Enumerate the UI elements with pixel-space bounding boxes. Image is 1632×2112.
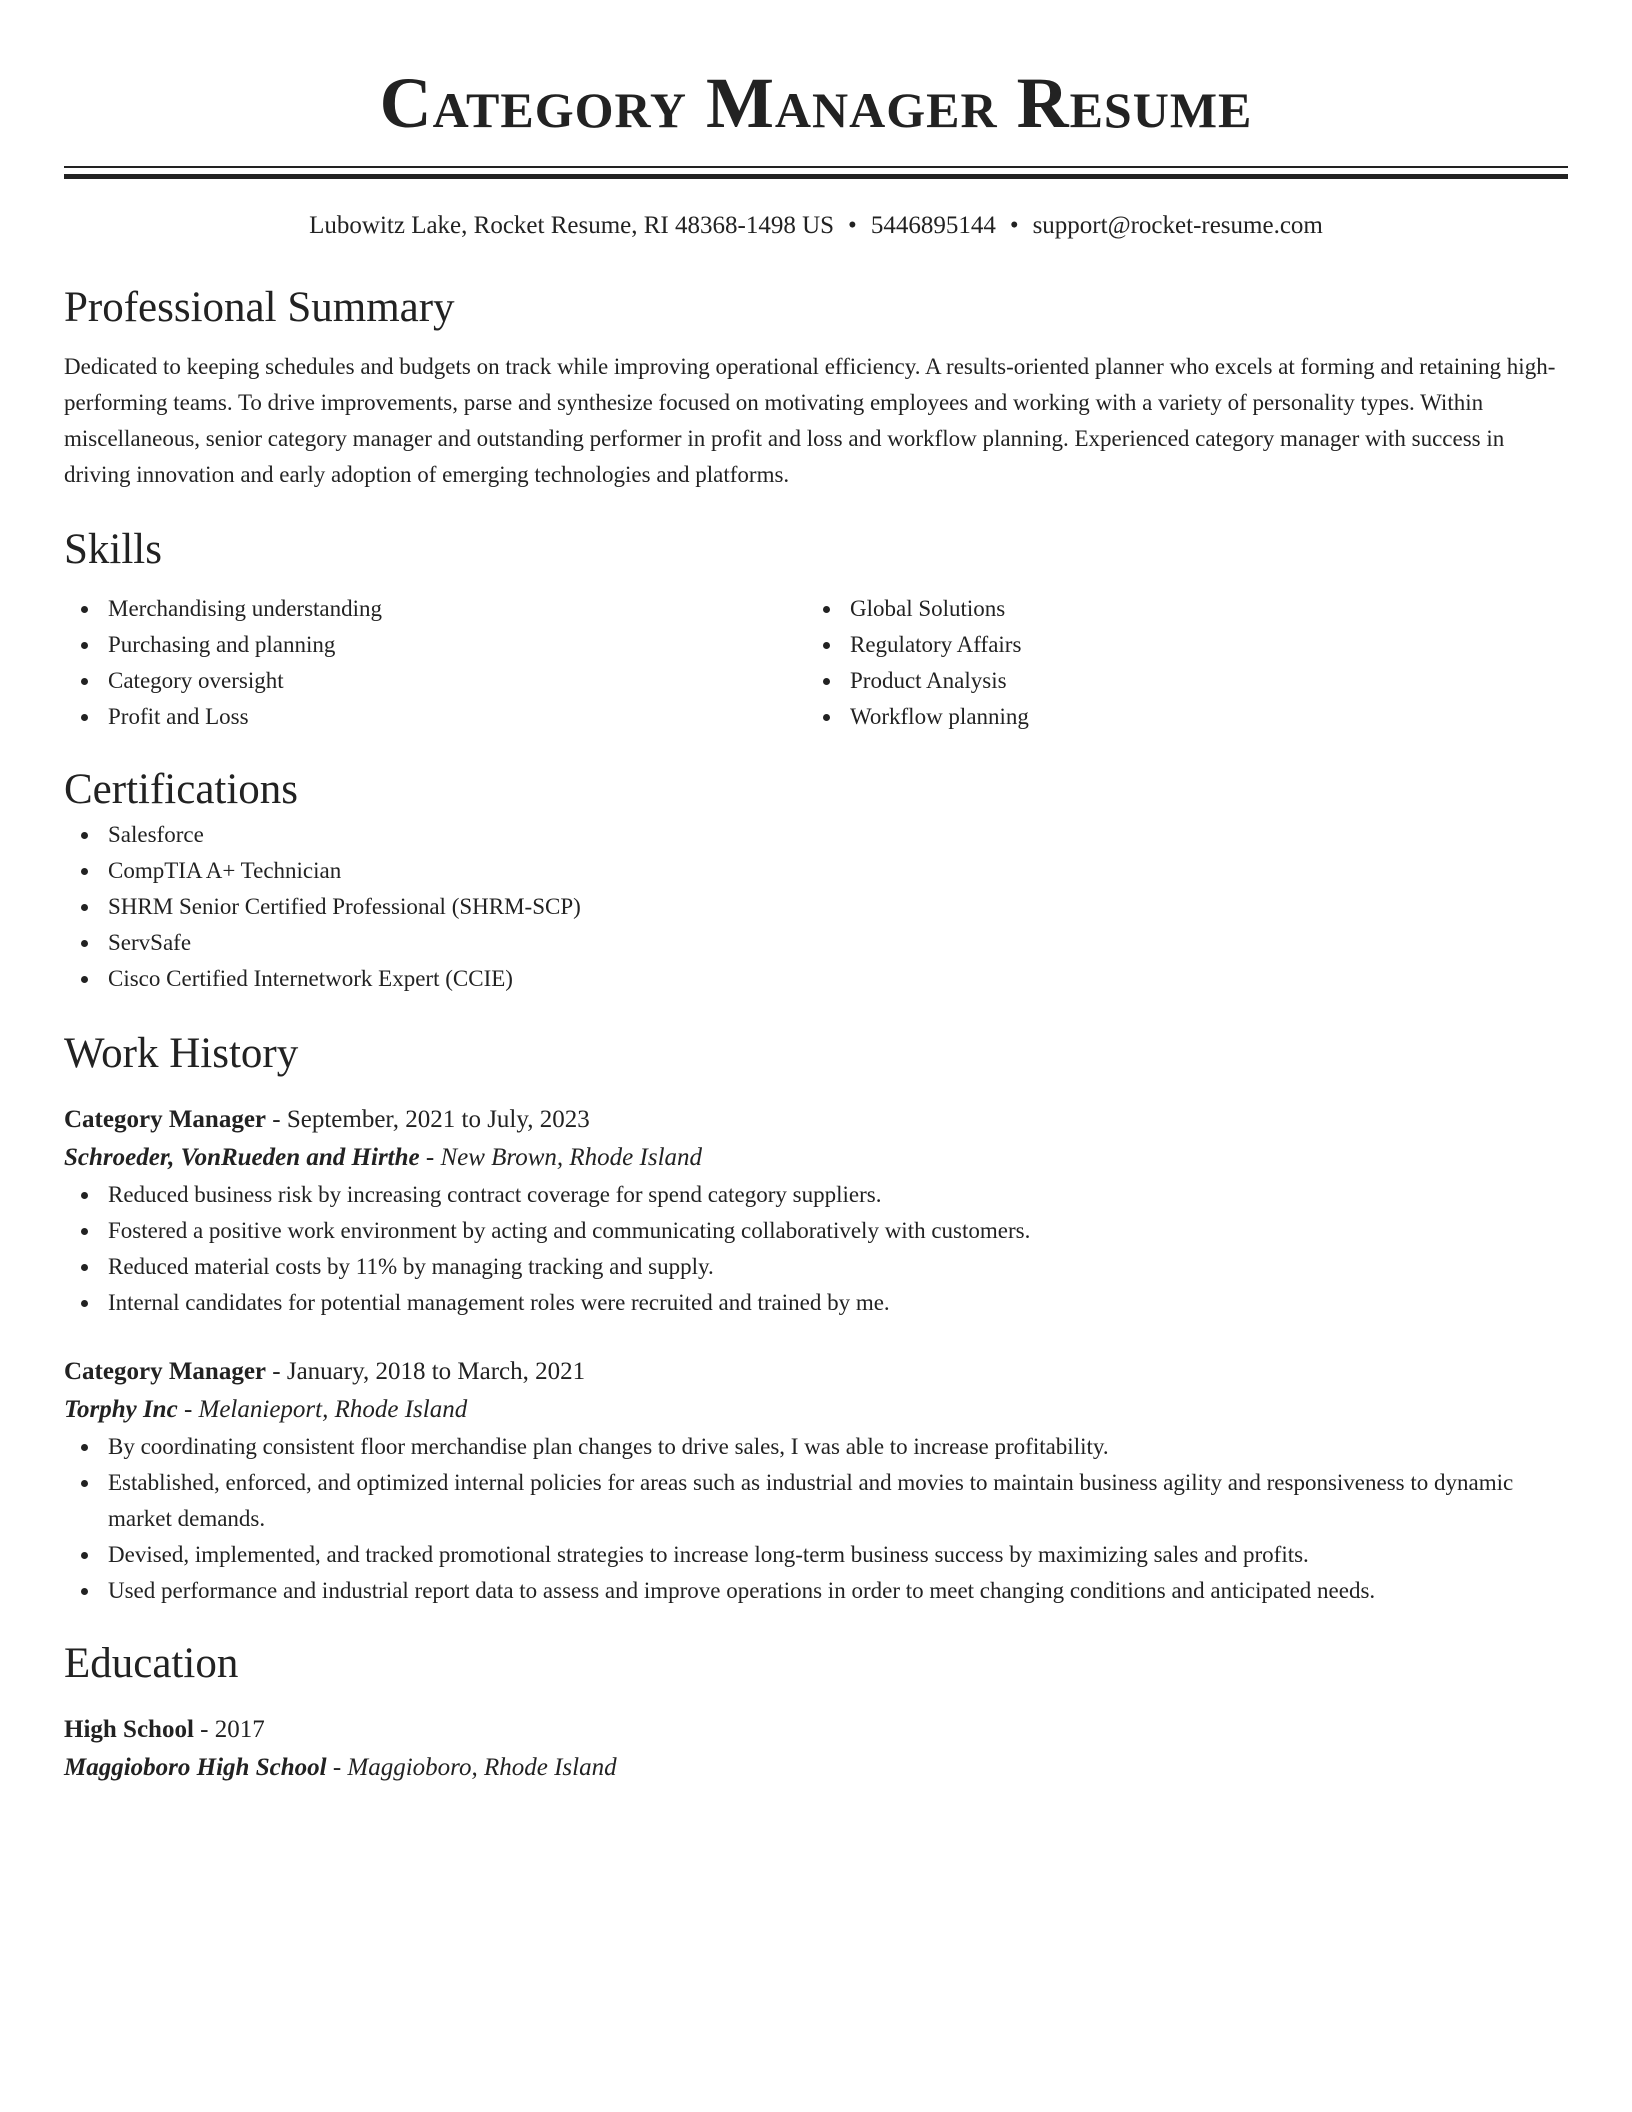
work-history-heading: Work History — [64, 1030, 299, 1077]
certification-item: SHRM Senior Certified Professional (SHRM-SCP) — [64, 889, 1568, 925]
job-title-line — [64, 1101, 1568, 1139]
certification-item: Cisco Certified Internetwork Expert (CCIE) — [64, 961, 1568, 997]
contact-line — [64, 209, 1568, 243]
job-entry — [64, 1101, 1568, 1321]
job-role: Category Manager — [64, 1106, 267, 1133]
job-title-line — [64, 1353, 1568, 1391]
skills-column-right — [806, 591, 1548, 735]
contact-phone: 5446895144 — [870, 212, 996, 239]
education-location: - Maggioboro, Rhode Island — [326, 1754, 617, 1781]
job-company: Torphy Inc — [64, 1396, 178, 1423]
education-school: Maggioboro High School — [64, 1754, 327, 1781]
job-dates: - September, 2021 to July, 2023 — [266, 1106, 590, 1133]
education-heading: Education — [64, 1640, 239, 1687]
skill-item: Purchasing and planning — [64, 627, 806, 663]
skill-item: Merchandising understanding — [64, 591, 806, 627]
skills-grid — [64, 591, 1568, 735]
title-divider-thin — [64, 166, 1568, 168]
education-school-line — [64, 1749, 1568, 1787]
certification-item: Salesforce — [64, 817, 1568, 853]
education-entry — [64, 1711, 1568, 1787]
job-duties-list — [64, 1177, 1568, 1321]
education-year: - 2017 — [193, 1716, 265, 1743]
skill-item: Global Solutions — [806, 591, 1548, 627]
skill-item: Product Analysis — [806, 663, 1548, 699]
contact-separator: • — [848, 212, 857, 239]
title-divider-thick — [64, 174, 1568, 179]
job-duty-item: Reduced business risk by increasing contract coverage for spend category suppliers. — [64, 1177, 1568, 1213]
certification-item: ServSafe — [64, 925, 1568, 961]
contact-address: Lubowitz Lake, Rocket Resume, RI 48368-1498 US — [309, 212, 835, 239]
skill-item: Profit and Loss — [64, 699, 806, 735]
skills-heading: Skills — [64, 526, 162, 573]
skill-item: Workflow planning — [806, 699, 1548, 735]
job-duty-item: Fostered a positive work environment by acting and communicating collaboratively with customers. — [64, 1213, 1568, 1249]
certifications-list — [64, 817, 1568, 997]
job-company-line — [64, 1139, 1568, 1177]
job-duty-item: Used performance and industrial report data to assess and improve operations in order to meet changing conditions and anticipated needs. — [64, 1573, 1568, 1609]
page-title: Category Manager Resume — [379, 63, 1253, 143]
job-role: Category Manager — [64, 1358, 267, 1385]
job-duty-item: Devised, implemented, and tracked promotional strategies to increase long-term business success by maximizing sales and profits. — [64, 1537, 1568, 1573]
contact-email: support@rocket-resume.com — [1032, 212, 1323, 239]
education-degree: High School — [64, 1716, 194, 1743]
skills-column-left — [64, 591, 806, 735]
job-location: - New Brown, Rhode Island — [419, 1144, 703, 1171]
summary-text: Dedicated to keeping schedules and budgets on track while improving operational efficiency. A results-oriented planner who excels at forming and retaining high-performing teams. To drive improvements, parse and synthesize focused on motivating employees and working with a variety of personality types. Within miscellaneous, senior category manager and outstanding performer in profit and loss and workflow planning. Experienced category manager with success in driving innovation and early adoption of emerging technologies and platforms. — [64, 354, 1556, 487]
job-duty-item: Internal candidates for potential management roles were recruited and trained by me. — [64, 1285, 1568, 1321]
education-degree-line — [64, 1711, 1568, 1749]
job-location: - Melanieport, Rhode Island — [177, 1396, 468, 1423]
job-company: Schroeder, VonRueden and Hirthe — [64, 1144, 420, 1171]
certifications-heading: Certifications — [64, 766, 299, 813]
summary-heading: Professional Summary — [64, 284, 455, 331]
job-dates: - January, 2018 to March, 2021 — [266, 1358, 586, 1385]
job-entry — [64, 1353, 1568, 1609]
job-duties-list — [64, 1429, 1568, 1609]
job-duty-item: Established, enforced, and optimized internal policies for areas such as industrial and movies to maintain business agility and responsiveness to dynamic market demands. — [64, 1465, 1568, 1537]
job-company-line — [64, 1391, 1568, 1429]
contact-separator: • — [1009, 212, 1019, 239]
skill-item: Regulatory Affairs — [806, 627, 1548, 663]
job-duty-item: By coordinating consistent floor merchandise plan changes to drive sales, I was able to increase profitability. — [64, 1429, 1568, 1465]
certification-item: CompTIA A+ Technician — [64, 853, 1568, 889]
skill-item: Category oversight — [64, 663, 806, 699]
job-duty-item: Reduced material costs by 11% by managing tracking and supply. — [64, 1249, 1568, 1285]
